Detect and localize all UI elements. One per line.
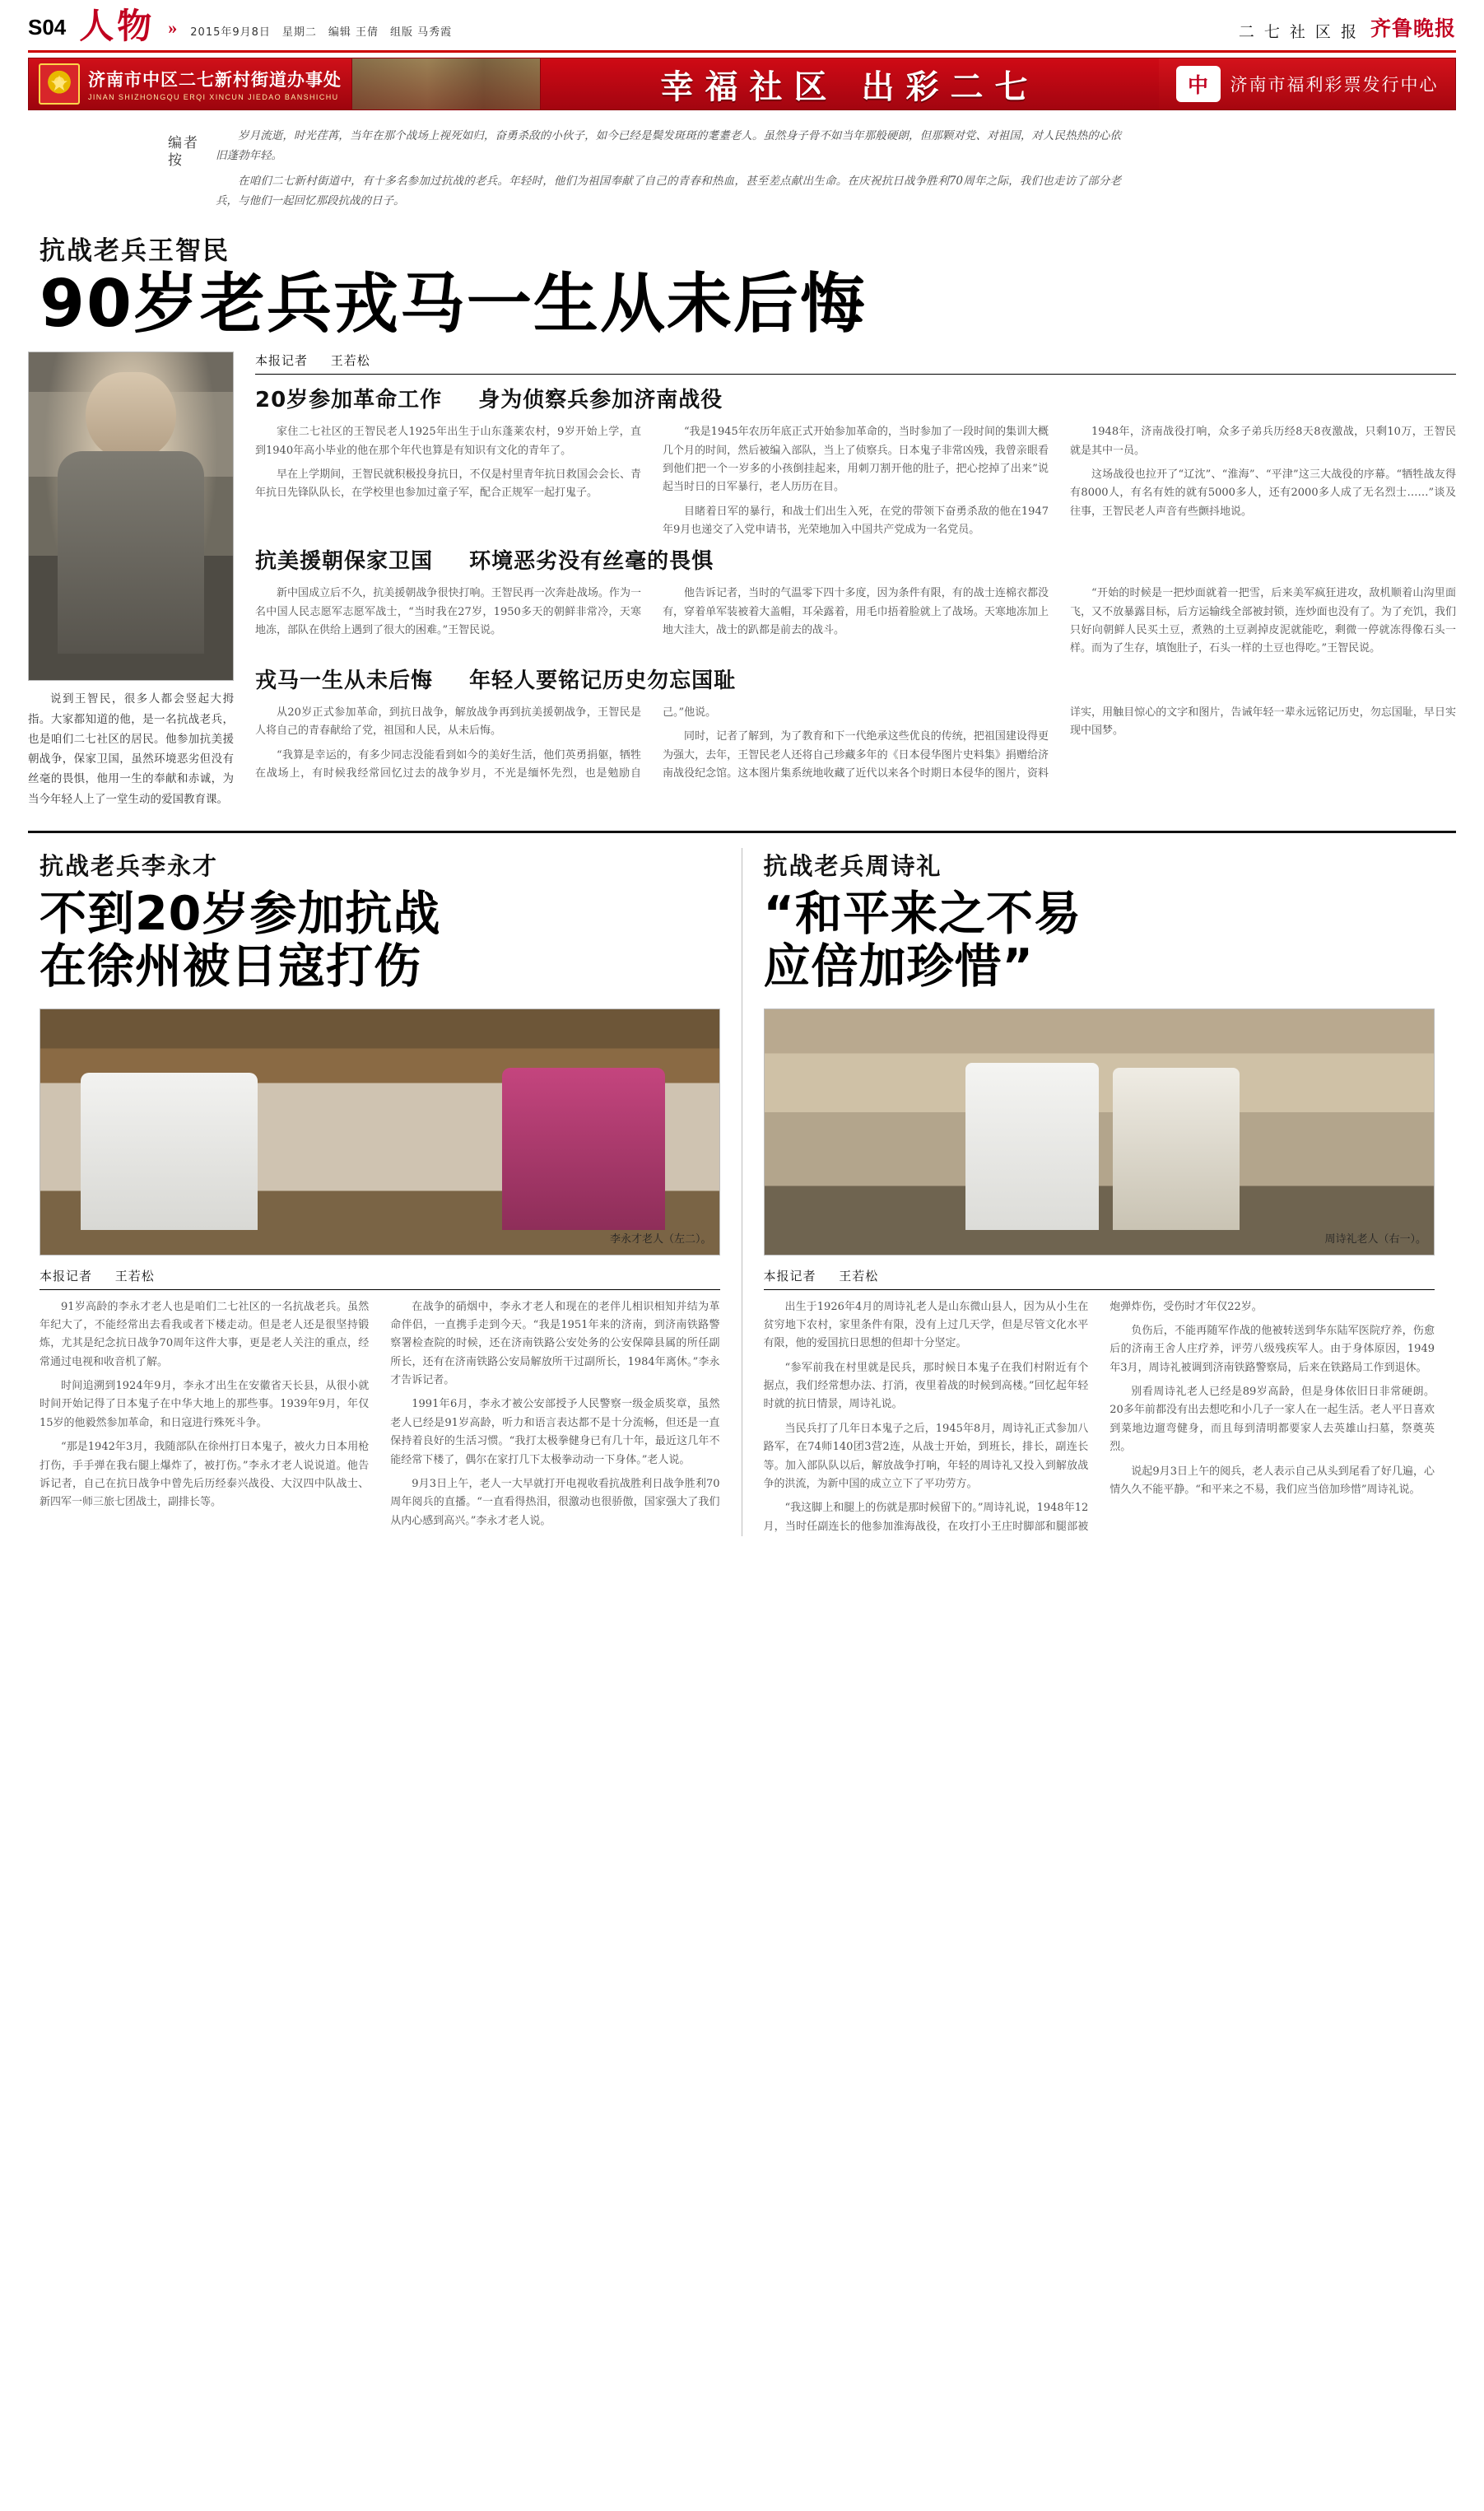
paragraph: “那是1942年3月，我随部队在徐州打日本鬼子，被火力日本用枪打伤，手手弹在我右腿上爆炸了，被打伤。”李永才老人说说道。他告诉记者，自己在抗日战争中曾先后历经泰兴战役、大汉四中队战士、新四军一师三旅七团战士，副排长等。 — [40, 1441, 370, 1509]
subhead-part-b: 身为侦察兵参加济南战役 — [478, 388, 723, 413]
story-photo-wrap — [40, 1009, 720, 1256]
paragraph: 早在上学期间，王智民就积极投身抗日，不仅是村里青年抗日救国会会长、青年抗日先锋队队长，在学校里也参加过童子军，配合正规军一起打鬼子。 — [255, 468, 641, 500]
banner-photo — [351, 58, 541, 109]
section-divider — [28, 831, 1456, 833]
office-name-cn: 济南市中区二七新村街道办事处 — [88, 70, 342, 90]
byline-source: 本报记者 — [40, 1268, 93, 1283]
lead-photo-column — [28, 352, 234, 809]
paragraph: 在战争的硝烟中，李永才老人和现在的老伴儿相识相知并结为革命伴侣，一直携手走到今天。“我是1951年来的济南，到济南铁路警察署检查院的时候，还在济南铁路公安处务的公安保障县属的所任副所长，还有在济南铁路公安局解放所干过副所长，1984年离休。”李永才告诉记者。 — [390, 1300, 720, 1387]
page-code: S04 — [28, 15, 67, 40]
editor-note-paragraph: 在咱们二七新村街道中，有十多名参加过抗战的老兵。年轻时，他们为祖国奉献了自己的青春和热血，甚至差点献出生命。在庆祝抗日战争胜利70周年之际，我们也走访了部分老兵，与他们一起回忆那段抗战的日子。 — [216, 175, 1121, 207]
story-zhou-shili — [742, 848, 1457, 1536]
paragraph: 负伤后，不能再随军作战的他被转送到华东陆军医院疗养，伤愈后的济南王舍人庄疗养，评劳八级残疾军人。由于身体原因，1949年3月，周诗礼被调到济南铁路警察局，后来在铁路局工作到退休。 — [1110, 1325, 1435, 1374]
paragraph: 说起9月3日上午的阅兵，老人表示自己从头到尾看了好几遍，心情久久不能平静。“和平来之不易，我们应当倍加珍惜”周诗礼说。 — [1110, 1465, 1435, 1496]
lead-body-3 — [255, 704, 1456, 783]
paragraph: 从20岁正式参加革命，到抗日战争，解放战争再到抗美援朝战争，王智民是人将自己的青春献给了党，祖国和人民，从未后悔。 — [255, 706, 641, 738]
editor-note-paragraph: 岁月流逝，时光荏苒，当年在那个战场上视死如归，奋勇杀敌的小伙子，如今已经是鬓发斑斑的耄耋老人。虽然身子骨不如当年那般硬朗，但那颗对党、对祖国，对人民热热的心依旧蓬勃年轻。 — [216, 129, 1121, 162]
paragraph: 他告诉记者，当时的气温零下四十多度，因为条件有限，有的战士连棉衣都没有，穿着单军装被着大盖帽，耳朵露着，用毛巾捂着脸就上了战场。天寒地冻加上地大洼大，战士的趴都是前去的战斗。 — [663, 587, 1049, 637]
banner-office — [29, 58, 351, 109]
lead-subhead-3 — [255, 664, 1456, 694]
paragraph: 同时，记者了解到，为了教育和下一代绝承这些优良的传统，把祖国建设得更为强大，去年，王智民老人还将自己珍藏多年的《日本侵华图片史料集》捐赠给济南战役纪念馆。这本图片集系统地收藏了近代以来各个时期日本侵华的图片，资料详实，用触目惊心的文字和图片，告诫年轻一辈永远铭记历史，勿忘国耻，早日实现中国梦。 — [663, 706, 1456, 780]
editor-note — [168, 127, 1456, 218]
byline-author: 王若松 — [330, 353, 370, 369]
story-photo-caption: 周诗礼老人（右一）。 — [1324, 1232, 1426, 1246]
lead-subhead-1 — [255, 383, 1456, 413]
paragraph: “我这脚上和腿上的伤就是那时候留下的。”周诗礼说，1948年12月，当时任副连长的他参加淮海战役，在攻打小王庄时脚部和腿部被炮弹炸伤，受伤时才年仅22岁。 — [763, 1300, 1263, 1533]
office-name-en: JINAN SHIZHONGQU ERQI XINCUN JIEDAO BANSHICHU — [88, 93, 339, 101]
story-kicker: 抗战老兵李永才 — [40, 852, 219, 881]
lead-photo — [28, 352, 234, 681]
story-li-yongcai — [28, 848, 742, 1536]
government-emblem-icon — [39, 63, 80, 105]
headline-line-1: “和平来之不易 — [763, 887, 1082, 942]
paragraph: 91岁高龄的李永才老人也是咱们二七社区的一名抗战老兵。虽然年纪大了，不能经常出去看我或者下楼走动。但是老人还是很坚持锻炼，尤其是纪念抗日战争70周年这件大事，更是老人关注的重点，经常通过电视和收音机了解。 — [40, 1300, 370, 1368]
story-kicker: 抗战老兵周诗礼 — [763, 852, 942, 881]
masthead-right — [1239, 12, 1456, 45]
paragraph: 家住二七社区的王智民老人1925年出生于山东蓬莱农村，9岁开始上学，直到1940年高小毕业的他在那个年代也算是有知识有文化的青年了。 — [255, 426, 641, 457]
paragraph: 1948年，济南战役打响，众多子弟兵历经8天8夜激战，只剩10万，王智民就是其中一员。 — [1070, 426, 1456, 457]
lottery-logo-icon: 中 — [1176, 66, 1221, 102]
lead-byline — [255, 352, 1456, 375]
headline-line-2: 应倍加珍惜” — [763, 939, 1034, 994]
paragraph: 时间追溯到1924年9月，李永才出生在安徽省天长县，从很小就时间开始记得了日本鬼子在中华大地上的那些事。1939年9月，年仅15岁的他毅然参加革命，和日寇进行殊死斗争。 — [40, 1380, 370, 1429]
banner-lottery — [1159, 58, 1455, 109]
story-body — [40, 1298, 720, 1530]
subhead-part-b: 年轻人要铭记历史勿忘国耻 — [469, 668, 737, 693]
lead-text-column — [255, 352, 1456, 783]
paragraph: “我算是幸运的，有多少同志没能看到如今的美好生活，他们英勇捐躯，牺牲在战场上，有时候我经常回忆过去的战争岁月，不光是缅怀先烈，也是勉励自己。”他说。 — [255, 706, 717, 780]
lead-body-1 — [255, 423, 1456, 539]
masthead — [28, 0, 1456, 53]
subhead-part-a: 20岁参加革命工作 — [255, 388, 443, 413]
paragraph: 新中国成立后不久，抗美援朝战争很快打响。王智民再一次奔赴战场。作为一名中国人民志愿军志愿军战士，“当时我在27岁，1950多天的朝鲜非常冷，天寒地冻，部队在供给上遇到了很大的困难。”王智民说。 — [255, 587, 641, 637]
byline-author: 王若松 — [114, 1268, 155, 1283]
section-arrow-icon: » — [168, 17, 178, 38]
lead-body-2 — [255, 585, 1456, 658]
story-photo — [40, 1009, 720, 1256]
issue-info: 2015年9月8日 星期二 编辑 王倩 组版 马秀霞 — [190, 26, 453, 39]
lead-subhead-2 — [255, 544, 1456, 575]
paragraph: 9月3日上午，老人一大早就打开电视收看抗战胜利日战争胜利70周年阅兵的直播。“一直看得热泪，很激动也很骄傲，国家强大了我们从内心感到高兴。”李永才老人说。 — [390, 1477, 720, 1527]
byline-author: 王若松 — [839, 1268, 879, 1283]
paragraph: 出生于1926年4月的周诗礼老人是山东微山县人，因为从小生在贫穷地下农村，家里条件有限，没有上过几天学，但是尽管文化水平有限，他的爱国抗日思想的但却十分坚定。 — [763, 1300, 1089, 1350]
sponsor-banner — [28, 58, 1456, 110]
headline-line-1: 不到20岁参加抗战 — [40, 887, 441, 942]
lead-story — [28, 352, 1456, 809]
paragraph: 别看周诗礼老人已经是89岁高龄，但是身体依旧日非常硬朗。20多年前都没有出去想吃和小几子一家人在一起生活。老人平日喜欢到菜地边遛弯健身，而且每到清明都要家人去英雄山扫墓，祭奠英烈。 — [1110, 1386, 1435, 1454]
paragraph: 1991年6月，李永才被公安部授予人民警察一级金质奖章，虽然老人已经是91岁高龄，听力和语言表达都不是十分流畅，但还是一直保持着良好的生活习惯。“我打太极拳健身已有几十年，最近这几年不能经常下楼了，偶尔在家打几下太极拳动动一下身体。”老人说。 — [390, 1398, 720, 1466]
byline-source: 本报记者 — [763, 1268, 816, 1283]
story-photo-wrap — [764, 1009, 1435, 1256]
subhead-part-a: 戎马一生从未后悔 — [255, 668, 434, 693]
story-headline — [764, 888, 1435, 994]
lottery-name: 济南市福利彩票发行中心 — [1230, 75, 1439, 95]
editor-note-body — [216, 127, 1121, 218]
byline-source: 本报记者 — [255, 353, 309, 369]
paragraph: “参军前我在村里就是民兵，那时候日本鬼子在我们村附近有个据点，我们经常想办法、打消，夜里着战的时候到高楼。”回忆起年轻时就的抗日情景，周诗礼说。 — [763, 1361, 1089, 1411]
story-body — [764, 1298, 1435, 1536]
headline-line-2: 在徐州被日寇打伤 — [40, 939, 421, 994]
lead-kicker: 抗战老兵王智民 — [40, 235, 230, 266]
story-headline — [40, 888, 720, 994]
paragraph: 当民兵打了几年日本鬼子之后，1945年8月，周诗礼正式参加八路军，在74师140团3营2连，从战士开始，到班长，排长，副连长等。加入部队队以后，解放战争打响，年轻的周诗礼又投入到解放战争的洪流，为新中国的成立立下了平功劳方。 — [763, 1422, 1089, 1490]
section-title: 人物 — [79, 6, 156, 46]
paper-name: 齐鲁晚报 — [1370, 16, 1456, 40]
lead-headline: 90岁老兵戎马一生从未后悔 — [40, 265, 867, 342]
editor-note-label: 编者按 — [168, 135, 199, 170]
subhead-part-b: 环境恶劣没有丝毫的畏惧 — [469, 549, 714, 575]
story-photo-caption: 李永才老人（左二）。 — [609, 1232, 712, 1246]
lead-photo-caption: 说到王智民，很多人都会竖起大拇指。大家都知道的他，是一名抗战老兵，也是咱们二七社区的居民。他参加抗美援朝战争，保家卫国，虽然环境恶劣但没有丝毫的畏惧，他用一生的奉献和赤诚，为当今年轻人上了一堂生动的爱国教育课。 — [28, 692, 234, 806]
story-byline — [764, 1267, 1435, 1290]
subhead-part-a: 抗美援朝保家卫国 — [255, 549, 434, 575]
banner-slogan: 幸福社区 出彩二七 — [660, 68, 1040, 106]
secondary-stories — [28, 848, 1456, 1536]
paragraph: 这场战役也拉开了“辽沈”、“淮海”、“平津”这三大战役的序幕。“牺牲战友得有8000人，有名有姓的就有5000多人，还有2000多人成了无名烈士……”谈及往事，王智民老人声音有些颤抖地说。 — [1070, 468, 1456, 518]
story-byline — [40, 1267, 720, 1290]
paper-tag: 二 七 社 区 报 — [1238, 23, 1359, 41]
paragraph: “我是1945年农历年底正式开始参加革命的，当时参加了一段时间的集训大概几个月的时间，然后被编入部队，当上了侦察兵。日本鬼子非常凶残，我曾亲眼看到他们把一个一岁多的小孩倒挂起来，用刺刀割开他的肚子，把心挖掉了出来”说起当时日的日军暴行，老人历历在目。 — [663, 426, 1049, 494]
story-photo — [764, 1009, 1435, 1256]
paragraph: “开始的时候是一把炒面就着一把雪，后来美军疯狂进攻，敌机顺着山沟里面飞，又不放暴露目标，后方运输线全部被封锁，连炒面也没有了。为了充饥，我们只好向朝鲜人民买土豆，煮熟的土豆剥掉皮泥就能吃，剩微一停就冻得像石头一样。而为了生存，填饱肚子，石头一样的土豆也得吃。”王智民说。 — [1070, 587, 1456, 655]
paragraph: 目睹着日军的暴行，和战士们出生入死，在党的带领下奋勇杀敌的他在1947年9月也递交了入党申请书，光荣地加入中国共产党成为一名党员。 — [663, 505, 1049, 537]
